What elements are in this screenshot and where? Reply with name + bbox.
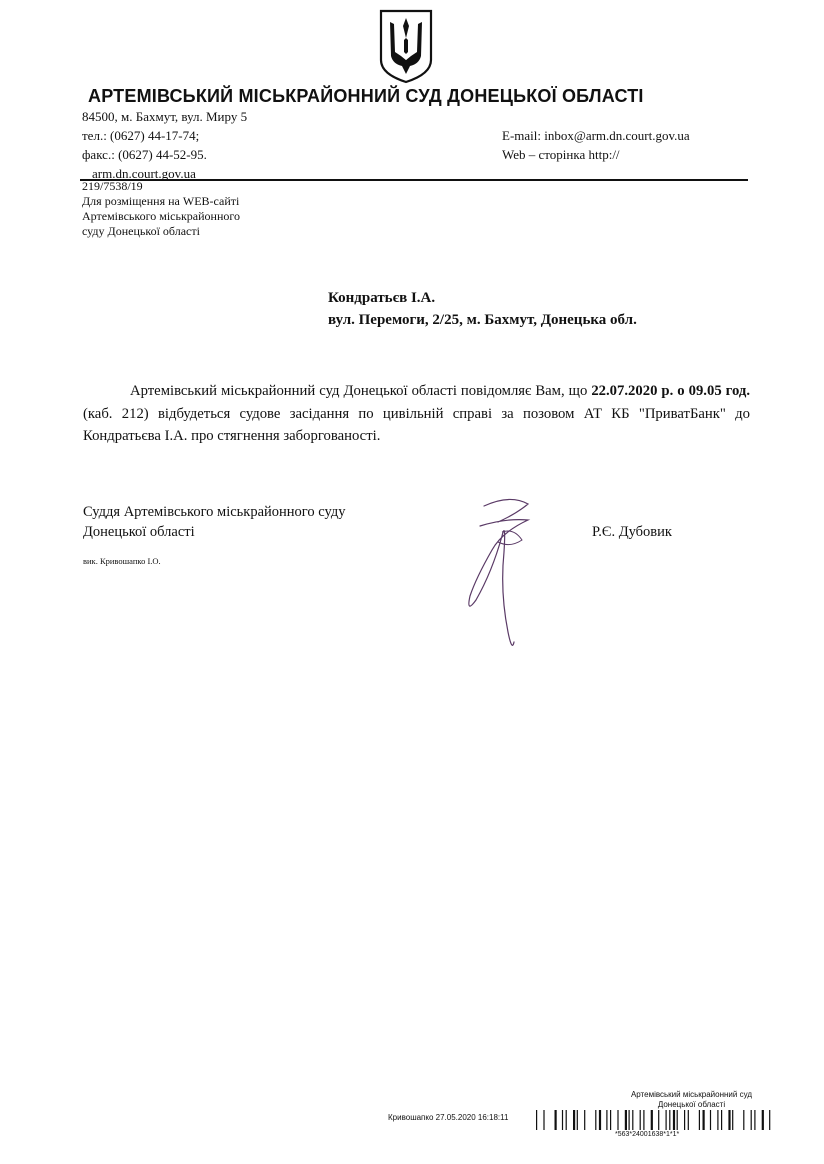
barcode-bar (629, 1110, 630, 1130)
stamp-court-line2: Донецької області (657, 1100, 726, 1109)
court-name-heading: АРТЕМІВСЬКИЙ МІСЬКРАЙОННИЙ СУД ДОНЕЦЬКОЇ ОБЛАСТІ (88, 86, 644, 106)
barcode-bar (717, 1110, 718, 1130)
barcode-bar (573, 1110, 575, 1130)
barcode-bar (677, 1110, 678, 1130)
judge-title-line2: Донецької області (83, 524, 195, 540)
barcode-bar (651, 1110, 653, 1130)
notice-body (83, 380, 750, 448)
stamp-court-name (631, 1090, 752, 1110)
outgoing-note-line2: Артемівського міськрайонного (82, 209, 241, 223)
barcode-bar (743, 1110, 744, 1130)
stamp-signer: Кривошапко 27.05.2020 16:18:11 (388, 1113, 509, 1122)
barcode-bar (577, 1110, 578, 1130)
barcode-bar (710, 1110, 711, 1130)
judge-name: Р.Є. Дубовик (592, 524, 672, 540)
court-contacts-right (502, 126, 690, 164)
recipient-block (328, 287, 637, 331)
hearing-date-time: 22.07.2020 р. о 09.05 год. (591, 383, 750, 399)
coat-of-arms-icon (377, 8, 435, 84)
judge-title (83, 502, 345, 542)
barcode-bar (599, 1110, 601, 1130)
court-site: arm.dn.court.gov.ua (92, 166, 196, 181)
barcode-bar (566, 1110, 567, 1130)
barcode-bar (536, 1110, 537, 1130)
barcode-bar (625, 1110, 627, 1130)
recipient-name: Кондратьєв І.А. (328, 290, 436, 306)
barcode-bar (584, 1110, 585, 1130)
barcode-bar (666, 1110, 667, 1130)
barcode-bar (610, 1110, 611, 1130)
barcode-bar (728, 1110, 730, 1130)
barcode-bar (658, 1110, 659, 1130)
barcode (536, 1110, 782, 1130)
barcode-bar (732, 1110, 733, 1130)
outgoing-info (82, 179, 240, 239)
barcode-bar (562, 1110, 563, 1130)
notice-text-part1: Артемівський міськрайонний суд Донецької області повідомляє Вам, що (130, 383, 592, 399)
court-fax: факс.: (0627) 44-52-95. (82, 147, 207, 162)
barcode-bar (555, 1110, 557, 1130)
notice-text-part2: (каб. 212) відбудеться судове засідання по цивільній справі за позовом АТ КБ "ПриватБанк" до Кондратьєва І.А. про стягнення заборгованості. (83, 405, 750, 444)
barcode-bar (643, 1110, 644, 1130)
outgoing-note-line3: суду Донецької області (82, 224, 200, 238)
barcode-bar (769, 1110, 770, 1130)
barcode-bar (606, 1110, 607, 1130)
barcode-bar (543, 1110, 544, 1130)
stamp-court-line1: Артемівський міськрайонний суд (630, 1090, 752, 1099)
case-number: 219/7538/19 (82, 179, 143, 193)
court-email: E-mail: inbox@arm.dn.court.gov.ua (502, 128, 690, 143)
barcode-bar (595, 1110, 596, 1130)
barcode-bar (703, 1110, 705, 1130)
barcode-bar (673, 1110, 675, 1130)
barcode-bar (721, 1110, 722, 1130)
handwritten-signature (462, 492, 542, 652)
barcode-bar (669, 1110, 670, 1130)
court-contacts-left (82, 107, 247, 183)
court-phone: тел.: (0627) 44-17-74; (82, 128, 200, 143)
electronic-stamp (388, 1090, 788, 1152)
judge-title-line1: Суддя Артемівського міськрайонного суду (83, 504, 346, 520)
barcode-bar (762, 1110, 764, 1130)
barcode-bar (684, 1110, 685, 1130)
recipient-address: вул. Перемоги, 2/25, м. Бахмут, Донецька обл. (328, 312, 637, 328)
court-address: 84500, м. Бахмут, вул. Миру 5 (82, 109, 248, 124)
barcode-bar (688, 1110, 689, 1130)
executor-note: вик. Кривошапко І.О. (83, 556, 161, 566)
barcode-number: *563*24001638*1*1* (615, 1131, 680, 1138)
court-web: Web – сторінка http:// (502, 147, 620, 162)
barcode-bar (617, 1110, 618, 1130)
barcode-bar (699, 1110, 700, 1130)
outgoing-note-line1: Для розміщення на WEB-сайті (82, 194, 240, 208)
barcode-bar (754, 1110, 755, 1130)
barcode-bar (751, 1110, 752, 1130)
barcode-bar (640, 1110, 641, 1130)
barcode-bar (632, 1110, 633, 1130)
